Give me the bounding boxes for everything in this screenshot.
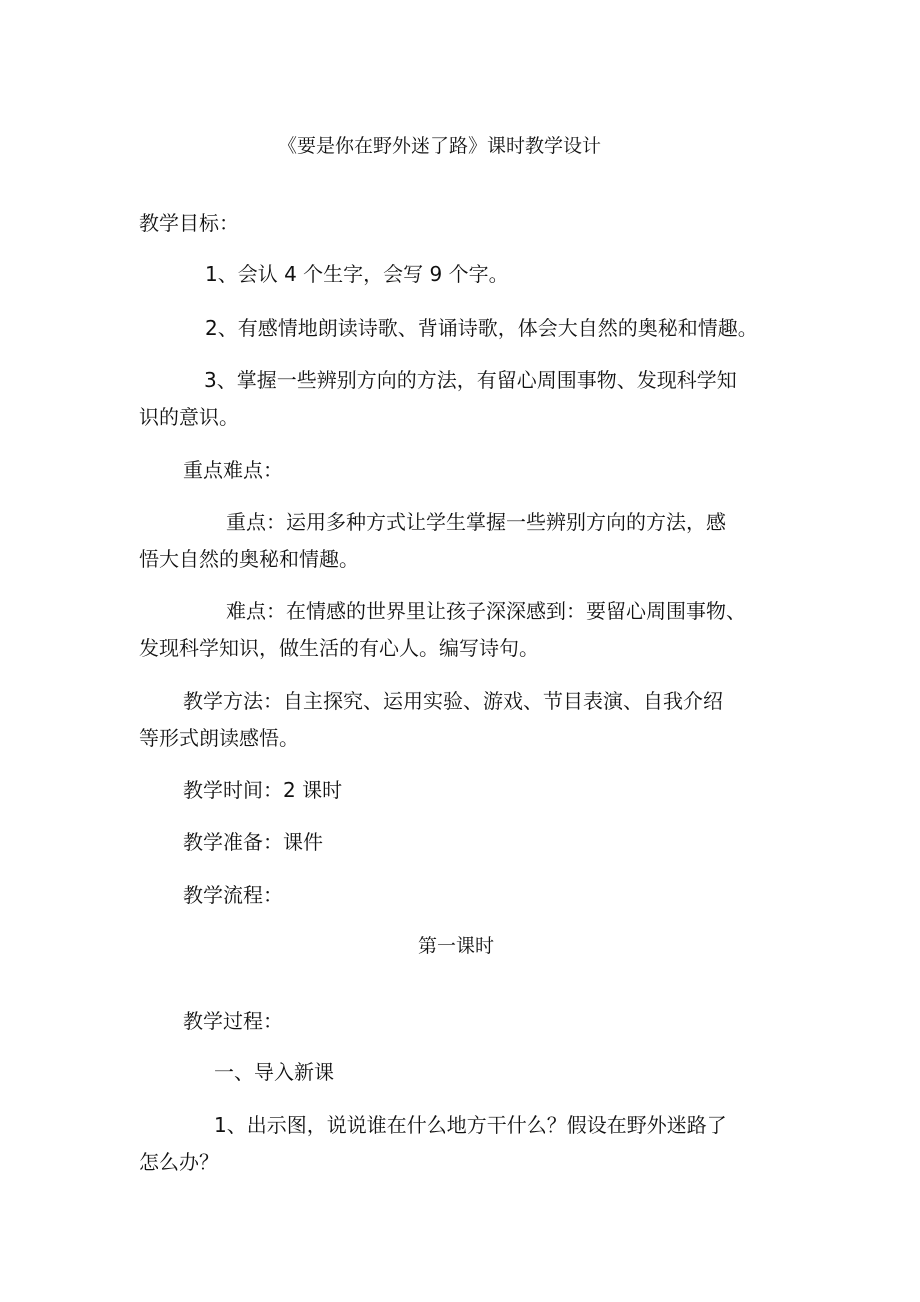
process-heading: 教学过程： xyxy=(183,1009,283,1033)
step-1-line-1: 1、出示图，说说谁在什么地方干什么？假设在野外迷路了 xyxy=(214,1113,727,1137)
method-line-1: 教学方法：自主探究、运用实验、游戏、节目表演、自我介绍 xyxy=(183,689,723,713)
section-1-heading: 一、导入新课 xyxy=(214,1060,334,1084)
lesson-title: 第一课时 xyxy=(418,935,495,957)
objective-3: 3、掌握一些辨别方向的方法，有留心周围事物、发现科学知 xyxy=(204,368,737,392)
objective-3-cont: 识的意识。 xyxy=(139,405,239,429)
document-title: 《要是你在野外迷了路》课时教学设计 xyxy=(278,135,602,157)
method-line-2: 等形式朗读感悟。 xyxy=(139,726,299,750)
flow-heading: 教学流程： xyxy=(183,883,283,907)
objective-2: 2、有感情地朗读诗歌、背诵诗歌，体会大自然的奥秘和情趣。 xyxy=(205,316,758,340)
objectives-heading: 教学目标： xyxy=(139,211,239,235)
key-point-line-1: 重点：运用多种方式让学生掌握一些辨别方向的方法，感 xyxy=(226,510,726,534)
step-1-line-2: 怎么办？ xyxy=(139,1150,219,1174)
difficult-point-line-1: 难点：在情感的世界里让孩子深深感到：要留心周围事物、 xyxy=(226,599,746,623)
teaching-time: 教学时间：2 课时 xyxy=(183,778,343,802)
difficult-point-line-2: 发现科学知识，做生活的有心人。编写诗句。 xyxy=(139,636,539,660)
objective-1: 1、会认 4 个生字，会写 9 个字。 xyxy=(205,262,509,286)
key-points-heading: 重点难点： xyxy=(183,458,283,482)
teaching-preparation: 教学准备：课件 xyxy=(183,830,323,854)
key-point-line-2: 悟大自然的奥秘和情趣。 xyxy=(139,547,359,571)
